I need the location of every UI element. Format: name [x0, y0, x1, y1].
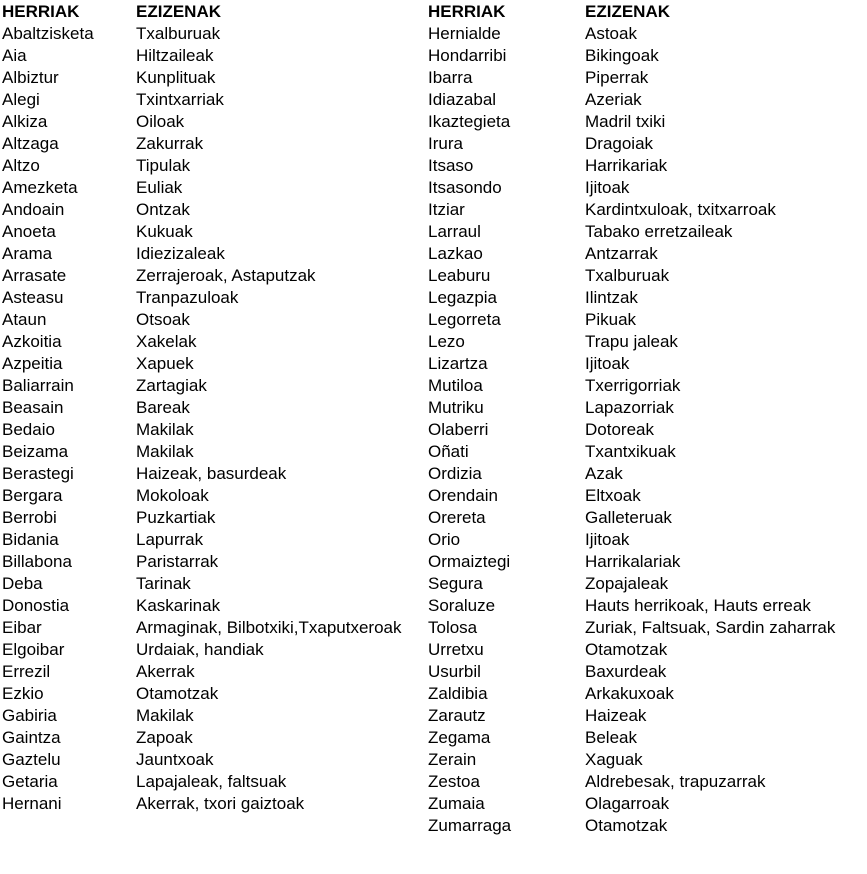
nickname-right: Piperrak — [585, 68, 649, 87]
table-row — [2, 727, 865, 749]
nickname-right: Aldrebesak, trapuzarrak — [585, 772, 766, 791]
town-right: Idiazabal — [428, 90, 497, 109]
town-left: Deba — [2, 574, 43, 593]
nickname-right: Xaguak — [585, 750, 643, 769]
nickname-right: Harrikariak — [585, 156, 668, 175]
header-herriak-right: HERRIAK — [428, 2, 506, 21]
town-right: Ordizia — [428, 464, 482, 483]
table-row — [2, 441, 865, 463]
town-right: Zegama — [428, 728, 491, 747]
town-left: Beizama — [2, 442, 69, 461]
nickname-left: Oiloak — [136, 112, 185, 131]
nickname-left: Kukuak — [136, 222, 193, 241]
nickname-right: Arkakuxoak — [585, 684, 674, 703]
town-left: Altzo — [2, 156, 40, 175]
nickname-left: Zerrajeroak, Astaputzak — [136, 266, 316, 285]
nickname-right: Galleteruak — [585, 508, 672, 527]
table-row — [2, 617, 865, 639]
table-row — [2, 595, 865, 617]
nickname-left: Bareak — [136, 398, 190, 417]
nickname-right: Haizeak — [585, 706, 647, 725]
town-left: Arrasate — [2, 266, 67, 285]
town-right: Lazkao — [428, 244, 483, 263]
nickname-right: Pikuak — [585, 310, 637, 329]
town-left: Ezkio — [2, 684, 44, 703]
nickname-right: Bikingoak — [585, 46, 659, 65]
nickname-left: Txintxarriak — [136, 90, 224, 109]
nickname-right: Kardintxuloak, txitxarroak — [585, 200, 776, 219]
town-left: Altzaga — [2, 134, 59, 153]
table-row — [2, 793, 865, 815]
town-left: Berastegi — [2, 464, 74, 483]
table-row — [2, 419, 865, 441]
nickname-left: Zapoak — [136, 728, 193, 747]
nickname-left: Xapuek — [136, 354, 194, 373]
town-right: Itsasondo — [428, 178, 502, 197]
town-left: Billabona — [2, 552, 72, 571]
town-right: Mutiloa — [428, 376, 483, 395]
town-right: Larraul — [428, 222, 481, 241]
nickname-right: Ijitoak — [585, 530, 630, 549]
town-right: Legorreta — [428, 310, 501, 329]
nickname-left: Zakurrak — [136, 134, 204, 153]
nickname-left: Otsoak — [136, 310, 190, 329]
nickname-left: Puzkartiak — [136, 508, 216, 527]
nickname-right: Hauts herrikoak, Hauts erreak — [585, 596, 811, 615]
nickname-right: Txalburuak — [585, 266, 670, 285]
nickname-right: Azak — [585, 464, 623, 483]
town-left: Bedaio — [2, 420, 55, 439]
town-right: Leaburu — [428, 266, 491, 285]
town-left: Aia — [2, 46, 27, 65]
nickname-right: Ijitoak — [585, 178, 630, 197]
town-right: Zerain — [428, 750, 477, 769]
town-right: Zumaia — [428, 794, 485, 813]
town-left: Getaria — [2, 772, 58, 791]
town-right: Zestoa — [428, 772, 480, 791]
town-right: Orendain — [428, 486, 498, 505]
town-left: Bidania — [2, 530, 59, 549]
nickname-left: Makilak — [136, 420, 194, 439]
nickname-left: Hiltzaileak — [136, 46, 214, 65]
town-left: Berrobi — [2, 508, 57, 527]
town-right: Ormaiztegi — [428, 552, 511, 571]
nickname-left: Ontzak — [136, 200, 190, 219]
nickname-left: Paristarrak — [136, 552, 219, 571]
table-row — [2, 771, 865, 793]
town-right: Legazpia — [428, 288, 498, 307]
table-row — [2, 749, 865, 771]
header-row — [2, 1, 865, 23]
table-body — [2, 23, 865, 837]
town-left: Errezil — [2, 662, 51, 681]
nickname-right: Zopajaleak — [585, 574, 669, 593]
nickname-right: Otamotzak — [585, 640, 668, 659]
table-row — [2, 133, 865, 155]
table-row — [2, 177, 865, 199]
table-row — [2, 199, 865, 221]
table-row — [2, 89, 865, 111]
nickname-right: Antzarrak — [585, 244, 658, 263]
nickname-left: Mokoloak — [136, 486, 209, 505]
nickname-left: Tranpazuloak — [136, 288, 239, 307]
town-right: Oñati — [428, 442, 469, 461]
town-left: Arama — [2, 244, 53, 263]
table-row — [2, 463, 865, 485]
nickname-right: Lapazorriak — [585, 398, 674, 417]
town-left: Ataun — [2, 310, 47, 329]
table-row — [2, 353, 865, 375]
town-left: Eibar — [2, 618, 42, 637]
table-row — [2, 67, 865, 89]
nickname-left: Euliak — [136, 178, 183, 197]
town-left: Azpeitia — [2, 354, 63, 373]
nickname-left: Armaginak, Bilbotxiki,Txaputxeroak — [136, 618, 402, 637]
nickname-right: Astoak — [585, 24, 637, 43]
table-row — [2, 507, 865, 529]
nickname-right: Olagarroak — [585, 794, 670, 813]
nickname-left: Haizeak, basurdeak — [136, 464, 287, 483]
table-row — [2, 661, 865, 683]
town-left: Elgoibar — [2, 640, 65, 659]
table-row — [2, 265, 865, 287]
town-left: Andoain — [2, 200, 65, 219]
town-right: Lizartza — [428, 354, 488, 373]
town-right: Mutriku — [428, 398, 484, 417]
town-right: Hernialde — [428, 24, 501, 43]
nickname-left: Xakelak — [136, 332, 197, 351]
nickname-right: Azeriak — [585, 90, 642, 109]
table-row — [2, 397, 865, 419]
nickname-right: Ilintzak — [585, 288, 638, 307]
town-left: Azkoitia — [2, 332, 62, 351]
town-left: Donostia — [2, 596, 70, 615]
town-right: Hondarribi — [428, 46, 507, 65]
town-left: Abaltzisketa — [2, 24, 94, 43]
town-right: Segura — [428, 574, 483, 593]
town-left: Anoeta — [2, 222, 56, 241]
town-left: Hernani — [2, 794, 62, 813]
table-row — [2, 639, 865, 661]
nickname-left: Makilak — [136, 442, 194, 461]
town-right: Olaberri — [428, 420, 489, 439]
header-herriak-left: HERRIAK — [2, 2, 80, 21]
table-row — [2, 155, 865, 177]
table-row — [2, 485, 865, 507]
table-row — [2, 683, 865, 705]
town-right: Soraluze — [428, 596, 496, 615]
town-right: Irura — [428, 134, 463, 153]
table-row — [2, 23, 865, 45]
table-row — [2, 375, 865, 397]
nickname-left: Urdaiak, handiak — [136, 640, 264, 659]
town-right: Itsaso — [428, 156, 474, 175]
table-row — [2, 573, 865, 595]
nickname-left — [136, 815, 428, 837]
town-right: Urretxu — [428, 640, 484, 659]
nickname-right: Eltxoak — [585, 486, 641, 505]
town-left: Albiztur — [2, 68, 59, 87]
table-row — [2, 111, 865, 133]
town-right: Lezo — [428, 332, 465, 351]
town-left: Bergara — [2, 486, 63, 505]
town-right: Itziar — [428, 200, 465, 219]
town-left: Alkiza — [2, 112, 48, 131]
table-row — [2, 705, 865, 727]
town-right: Orereta — [428, 508, 486, 527]
town-right: Zaldibia — [428, 684, 488, 703]
town-left: Gaintza — [2, 728, 61, 747]
town-left: Alegi — [2, 90, 40, 109]
header-ezizenak-right: EZIZENAK — [585, 2, 670, 21]
nickname-right: Otamotzak — [585, 816, 668, 835]
table-row — [2, 309, 865, 331]
header-ezizenak-left: EZIZENAK — [136, 2, 221, 21]
nicknames-table — [2, 1, 865, 837]
town-right: Tolosa — [428, 618, 478, 637]
town-right: Zumarraga — [428, 816, 512, 835]
table-row — [2, 551, 865, 573]
table-row — [2, 243, 865, 265]
town-right: Ikaztegieta — [428, 112, 511, 131]
town-left — [2, 815, 136, 837]
nickname-right: Dotoreak — [585, 420, 654, 439]
town-left: Asteasu — [2, 288, 64, 307]
nickname-right: Baxurdeak — [585, 662, 667, 681]
nickname-left: Lapajaleak, faltsuak — [136, 772, 287, 791]
table-row — [2, 221, 865, 243]
nickname-right: Zuriak, Faltsuak, Sardin zaharrak — [585, 618, 836, 637]
town-left: Baliarrain — [2, 376, 74, 395]
nickname-right: Txerrigorriak — [585, 376, 681, 395]
nickname-left: Txalburuak — [136, 24, 221, 43]
nickname-left: Makilak — [136, 706, 194, 725]
nickname-left: Akerrak — [136, 662, 195, 681]
nickname-left: Idiezizaleak — [136, 244, 225, 263]
nickname-right: Madril txiki — [585, 112, 666, 131]
town-right: Ibarra — [428, 68, 473, 87]
table-row — [2, 287, 865, 309]
nickname-right: Trapu jaleak — [585, 332, 678, 351]
nickname-left: Tipulak — [136, 156, 191, 175]
nickname-left: Jauntxoak — [136, 750, 214, 769]
town-right: Usurbil — [428, 662, 481, 681]
nickname-right: Dragoiak — [585, 134, 654, 153]
table-row — [2, 529, 865, 551]
town-right: Zarautz — [428, 706, 486, 725]
nickname-left: Akerrak, txori gaiztoak — [136, 794, 305, 813]
nickname-left: Kunplituak — [136, 68, 216, 87]
town-left: Amezketa — [2, 178, 78, 197]
nickname-right: Txantxikuak — [585, 442, 676, 461]
nickname-left: Zartagiak — [136, 376, 207, 395]
nickname-right: Beleak — [585, 728, 637, 747]
table-row — [2, 45, 865, 67]
town-left: Gaztelu — [2, 750, 61, 769]
town-left: Beasain — [2, 398, 64, 417]
nickname-right: Tabako erretzaileak — [585, 222, 733, 241]
nickname-left: Otamotzak — [136, 684, 219, 703]
nickname-left: Lapurrak — [136, 530, 204, 549]
nickname-right: Ijitoak — [585, 354, 630, 373]
nickname-left: Tarinak — [136, 574, 191, 593]
table-row — [2, 331, 865, 353]
town-right: Orio — [428, 530, 461, 549]
town-left: Gabiria — [2, 706, 57, 725]
nickname-left: Kaskarinak — [136, 596, 221, 615]
table-row — [2, 815, 865, 837]
nickname-right: Harrikalariak — [585, 552, 681, 571]
